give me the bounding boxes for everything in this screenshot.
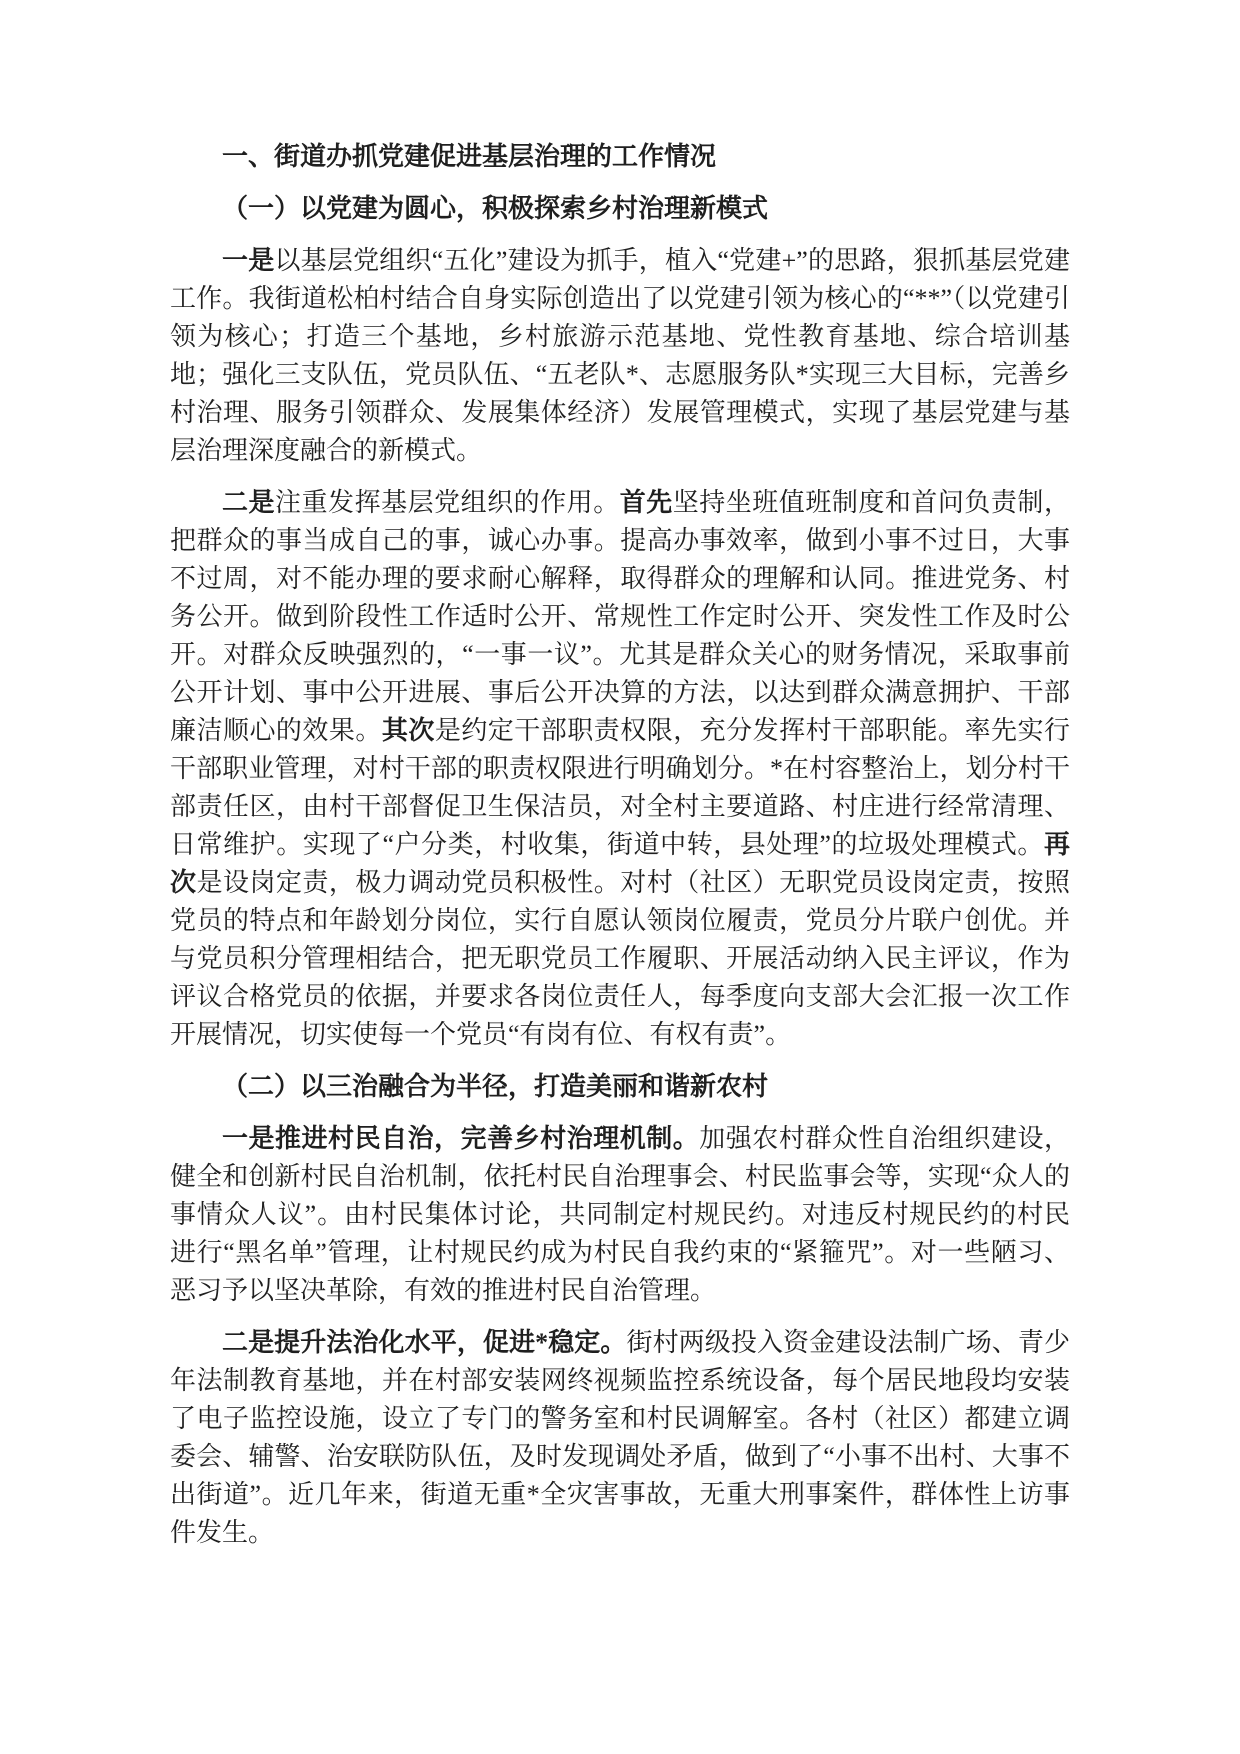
text-run: 注重发挥基层党组织的作用。	[275, 488, 620, 517]
bold-text-run: 二是	[222, 488, 276, 517]
section2-paragraph-1	[170, 1120, 1070, 1310]
bold-text-run: 首先	[619, 488, 673, 517]
bold-text-run: 其次	[381, 716, 435, 745]
bold-text-run: 一是	[222, 246, 275, 275]
section1-heading: （一）以党建为圆心，积极探索乡村治理新模式	[222, 194, 769, 223]
text-run: 街村两级投入资金建设法制广场、青少年法制教育基地，并在村部安装网终视频监控系统设备，每个居民地段均安装了电子监控设施，设立了专门的警务室和村民调解室。各村（社区）都建立调委会、辅警、治安联防队伍，及时发现调处矛盾，做到了“小事不出村、大事不出街道”。近几年来，街道无重*全灾害事故，无重大刑事案件，群体性上访事件发生。	[170, 1328, 1070, 1547]
bold-text-run: 一是推进村民自治，完善乡村治理机制。	[222, 1124, 700, 1153]
text-run: 坚持坐班值班制度和首问负责制，把群众的事当成自己的事，诚心办事。提高办事效率，做到小事不过日，大事不过周，对不能办理的要求耐心解释，取得群众的理解和认同。推进党务、村务公开。做到阶段性工作适时公开、常规性工作定时公开、突发性工作及时公开。对群众反映强烈的，“一事一议”。尤其是群众关心的财务情况，采取事前公开计划、事中公开进展、事后公开决算的方法，以达到群众满意拥护、干部廉洁顺心的效果。	[170, 488, 1070, 745]
section2-heading: （二）以三治融合为半径，打造美丽和谐新农村	[222, 1072, 769, 1101]
section1-paragraph-1	[170, 242, 1070, 470]
section1-paragraph-2	[170, 484, 1070, 1054]
text-run: 是设岗定责，极力调动党员积极性。对村（社区）无职党员设岗定责，按照党员的特点和年龄划分岗位，实行自愿认领岗位履责，党员分片联户创优。并与党员积分管理相结合，把无职党员工作履职、开展活动纳入民主评议，作为评议合格党员的依据，并要求各岗位责任人，每季度向支部大会汇报一次工作开展情况，切实使每一个党员“有岗有位、有权有责”。	[170, 868, 1070, 1049]
text-run: 以基层党组织“五化”建设为抓手，植入“党建+”的思路，狠抓基层党建工作。我街道松柏村结合自身实际创造出了以党建引领为核心的“**”（以党建引领为核心；打造三个基地，乡村旅游示范基地、党性教育基地、综合培训基地；强化三支队伍，党员队伍、“五老队*、志愿服务队*实现三大目标，完善乡村治理、服务引领群众、发展集体经济）发展管理模式，实现了基层党建与基层治理深度融合的新模式。	[170, 246, 1070, 465]
text-run: 加强农村群众性自治组织建设，健全和创新村民自治机制，依托村民自治理事会、村民监事会等，实现“众人的事情众人议”。由村民集体讨论，共同制定村规民约。对违反村规民约的村民 进行“黑名单”管理，让村规民约成为村民自我约束的“紧箍咒”。对一些陋习、恶习予以坚决革除，有效的推进村民自治管理。	[170, 1124, 1070, 1305]
section2-paragraph-2	[170, 1324, 1070, 1552]
document-page	[170, 0, 1070, 1552]
text-run: 是约定干部职责权限，充分发挥村干部职能。率先实行干部职业管理，对村干部的职责权限进行明确划分。*在村容整治上，划分村干部责任区，由村干部督促卫生保洁员，对全村主要道路、村庄进行经常清理、日常维护。实现了“户分类，村收集，街道中转，县处理”的垃圾处理模式。	[170, 716, 1070, 859]
main-heading: 一、街道办抓党建促进基层治理的工作情况	[222, 142, 717, 171]
bold-text-run: 二是提升法治化水平，促进*稳定。	[222, 1328, 627, 1357]
bold-text-run: 再次	[170, 830, 1070, 897]
